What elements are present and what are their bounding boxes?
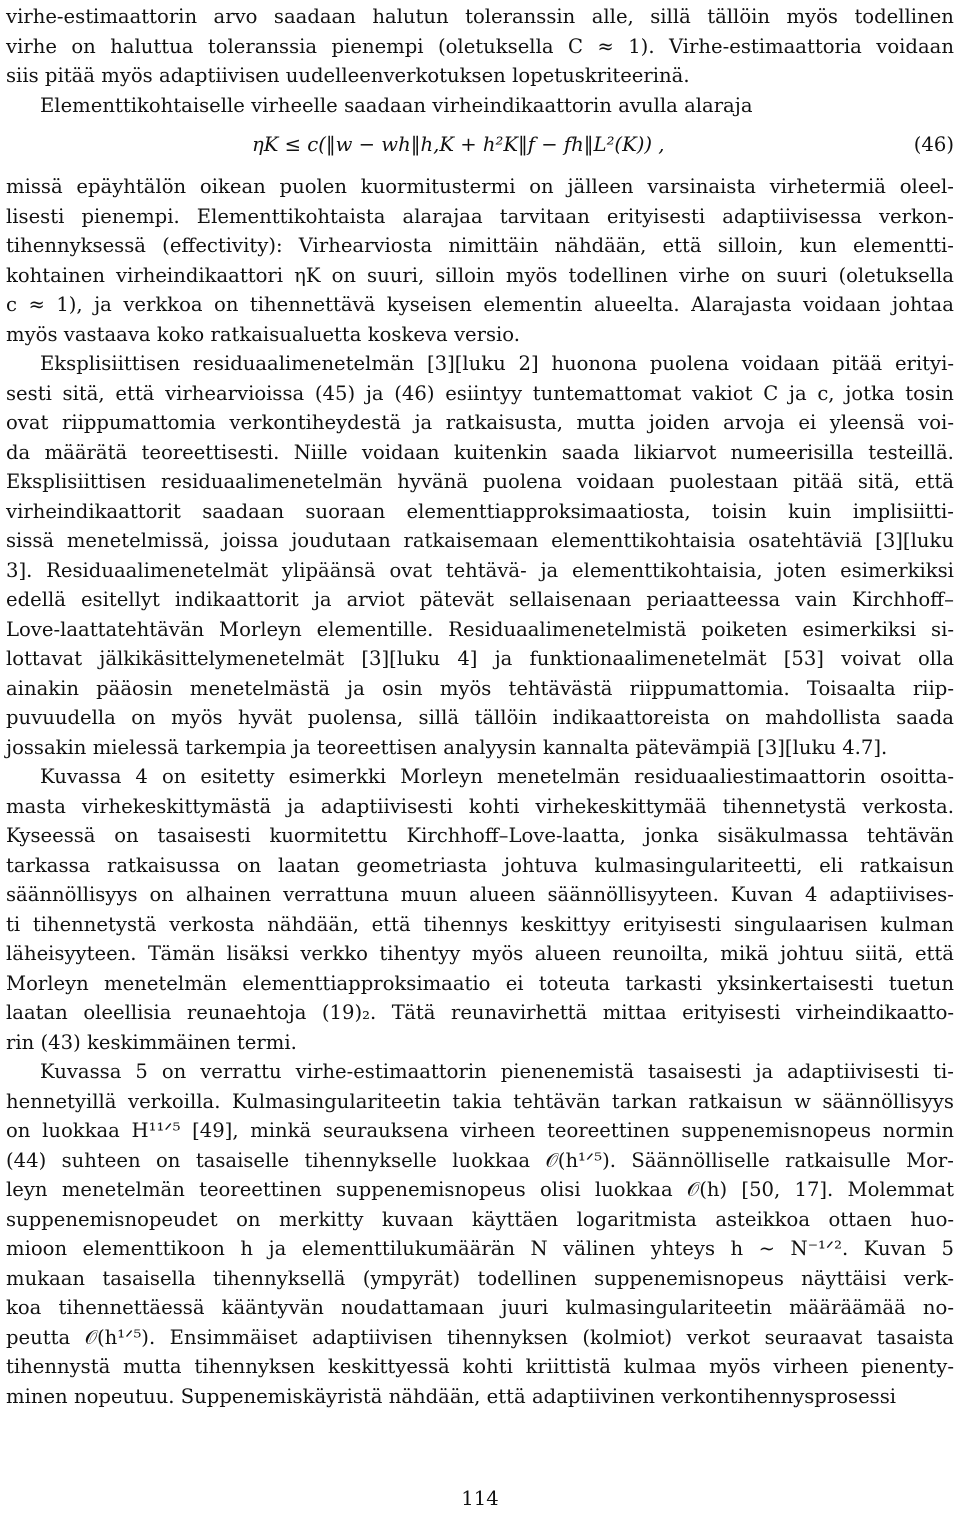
text-line: minen nopeutuu. Suppenemiskäyristä nähdään, että adaptiivinen verkontihennysprosessi — [6, 1384, 897, 1408]
text-line: masta virhekeskittymästä ja adaptiivisesti kohti virhekeskittymää tihennetystä verkosta. — [6, 794, 954, 818]
text-line: hennetyillä verkoilla. Kulmasingulariteetin takia tehtävän tarkan ratkaisun w säännöllisyys — [6, 1089, 954, 1113]
text-line: Kuvassa 5 on verrattu virhe-estimaattorin pienenemistä tasaisesti ja adaptiivisesti ti- — [40, 1060, 954, 1083]
text-line: sissä menetelmissä, joissa joudutaan ratkaisemaan elementtikohtaisia osatehtäviä [3][luku — [6, 529, 954, 552]
text-line: sesti sitä, että virhearvioissa (45) ja (46) esiintyy tuntemattomat vakiot C ja c, jotka tosin — [6, 381, 954, 405]
text-line: ovat riippumattomia verkontiheydestä ja ratkaisusta, mutta joiden arvoja ei yleensä voi- — [6, 411, 954, 434]
text-line: tihennyksessä (effectivity): Virhearviosta nimittäin nähdään, että silloin, kun elementti- — [6, 234, 954, 257]
text-line: koa tihennettäessä kääntyvän noudattamaan juuri kulmasingulariteetin määräämää no- — [6, 1296, 954, 1319]
text-line: Kuvassa 4 on esitetty esimerkki Morleyn menetelmän residuaaliestimaattorin osoitta- — [40, 765, 954, 788]
text-line: rin (43) keskimmäinen termi. — [6, 1030, 297, 1054]
text-line: Elementtikohtaiselle virheelle saadaan virheindikaattorin avulla alaraja — [40, 93, 753, 117]
text-line: suppenemisnopeudet on merkitty kuvaan käyttäen logaritmista asteikkoa ottaen huo- — [6, 1207, 954, 1231]
text-line: on luokkaa H¹¹ᐟ⁵ [49], minkä seurauksena virheen teoreettinen suppenemisnopeus normin — [6, 1119, 954, 1142]
text-line: tarkassa ratkaisussa on laatan geometriasta johtuva kulmasingulariteetti, eli ratkaisun — [6, 853, 954, 877]
text-line: siis pitää myös adaptiivisen uudelleenverkotuksen lopetuskriteerinä. — [6, 64, 690, 87]
page-number: 114 — [461, 1487, 499, 1510]
text-line: da määrätä teoreettisesti. Niille voidaan kuitenkin saada likiarvot numeerisilla testeillä. — [6, 440, 954, 464]
text-line: lisesti pienempi. Elementtikohtaista alarajaa tarvitaan erityisesti adaptiivisessa verkon- — [6, 204, 954, 228]
text-line: ti tihennetystä verkosta nähdään, että tihennys keskittyy erityisesti singulaarisen kulman — [6, 912, 954, 936]
text-line: mioon elementtikoon h ja elementtilukumäärän N välinen yhteys h ∼ N⁻¹ᐟ². Kuvan 5 — [6, 1237, 954, 1260]
text-line: Morleyn menetelmän elementtiapproksimaatio ei toteuta tarkasti yksinkertaisesti tuetun — [6, 971, 954, 995]
text-line: säännöllisyys on alhainen verrattuna muun alueen säännöllisyyteen. Kuvan 4 adaptiivises- — [6, 883, 954, 906]
text-line: jossakin mielessä tarkempia ja teoreettisen analyysin kannalta pätevämpiä [3][luku 4.7]. — [6, 735, 888, 759]
equation-body: ηK ≤ c(‖w − wh‖h,K + h²K‖f − fh‖L²(K)) , — [252, 133, 665, 156]
equation-number: (46) — [913, 133, 954, 156]
text-line: Eksplisiittisen residuaalimenetelmän [3][luku 2] huonona puolena voidaan pitää erityi- — [40, 352, 954, 375]
text-line: laatan oleellisia reunaehtoja (19)₂. Tätä reunavirhettä mittaa erityisesti virheindikaatto- — [6, 1001, 954, 1024]
text-line: myös vastaava koko ratkaisualuetta koskeva versio. — [6, 322, 520, 346]
text-line: (44) suhteen on tasaiselle tihennykselle luokkaa 𝒪(h¹ᐟ⁵). Säännölliselle ratkaisulle Mor- — [6, 1148, 954, 1172]
text-line: Eksplisiittisen residuaalimenetelmän hyvänä puolena voidaan puolestaan pitää sitä, että — [6, 470, 954, 493]
text-line: lottavat jälkikäsittelymenetelmät [3][luku 4] ja funktionaalimenetelmät [53] voivat olla — [6, 647, 954, 670]
text-line: edellä esitellyt indikaattorit ja arviot pätevät sellaisenaan periaatteessa vain Kirchhoff– — [6, 588, 954, 611]
text-line: virheindikaattorit saadaan suoraan elementtiapproksimaatiosta, toisin kuin implisiitti- — [6, 499, 954, 523]
text-line: tihennystä mutta tihennyksen keskittyessä kohti kriittistä kulmaa myös virheen pienenty- — [6, 1355, 954, 1378]
text-line: virhe on haluttua toleranssia pienempi (oletuksella C ≈ 1). Virhe-estimaattoria voidaan — [6, 34, 954, 58]
text-line: Love-laattatehtävän Morleyn elementille. Residuaalimenetelmistä poiketen esimerkiksi si- — [6, 617, 954, 641]
text-line: leyn menetelmän teoreettinen suppenemisnopeus olisi luokkaa 𝒪(h) [50, 17]. Molemmat — [6, 1178, 954, 1201]
text-line: mukaan tasaisella tihennyksellä (ympyrät) todellinen suppenemisnopeus näyttäisi verk- — [6, 1266, 954, 1290]
text-line: peutta 𝒪(h¹ᐟ⁵). Ensimmäiset adaptiivisen tihennyksen (kolmiot) verkot seuraavat tasaista — [6, 1325, 954, 1349]
text-line: virhe-estimaattorin arvo saadaan halutun toleranssin alle, sillä tällöin myös todellinen — [6, 5, 954, 28]
text-line: c ≈ 1), ja verkkoa on tihennettävä kyseisen elementin alueelta. Alarajasta voidaan johtaa — [6, 293, 954, 316]
text-line: kohtainen virheindikaattori ηK on suuri, silloin myös todellinen virhe on suuri (oletuksella — [6, 263, 954, 287]
text-line: missä epäyhtälön oikean puolen kuormitustermi on jälleen varsinaista virhetermiä oleel- — [6, 175, 954, 198]
text-line: 3]. Residuaalimenetelmät ylipäänsä ovat tehtävä- ja elementtikohtaisia, joten esimerkiksi — [6, 558, 954, 582]
text-line: puvuudella on myös hyvät puolensa, sillä tällöin indikaattoreista on mahdollista saada — [6, 706, 954, 729]
text-line: ainakin pääosin menetelmästä ja osin myös tehtävästä riippumattomia. Toisaalta riip- — [6, 676, 954, 700]
equation-46 — [6, 128, 954, 162]
text-line: Kyseessä on tasaisesti kuormitettu Kirchhoff–Love-laatta, jonka sisäkulmassa tehtävän — [6, 824, 954, 847]
text-line: läheisyyteen. Tämän lisäksi verkko tihentyy myös alueen reunoilta, mikä johtuu siitä, että — [6, 942, 954, 965]
